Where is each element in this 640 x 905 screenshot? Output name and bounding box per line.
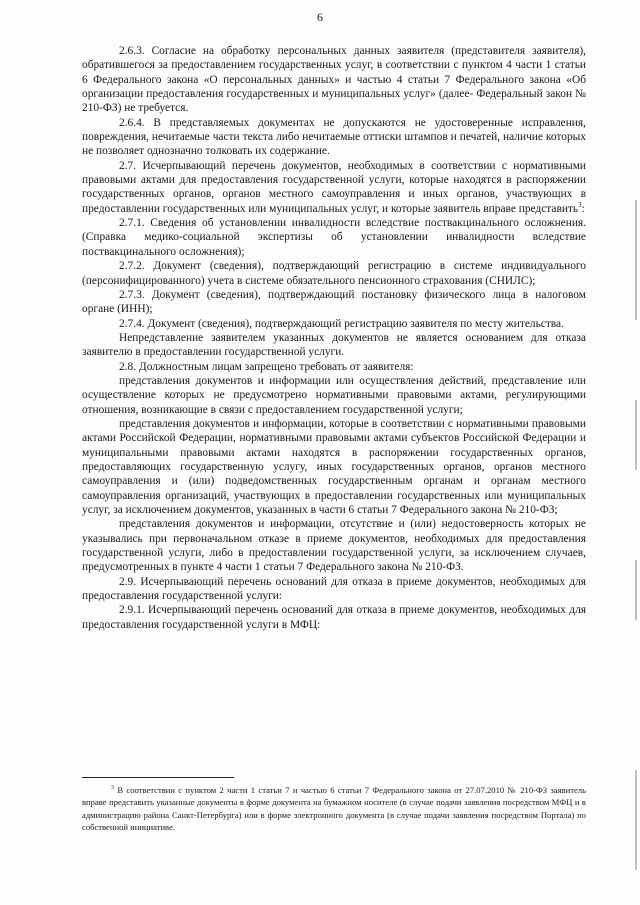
footnote-body: В соответствии с пунктом 2 части 1 статьи 7 и частью 6 статьи 7 Федерального закона от 27.07.2010 № 210-ФЗ заявитель вправе представить указанные документы в форме документа на бумажном носителе (в случае подачи заявления посредством МФЦ и в администрацию района Санкт-Петербурга) или в форме электронного документа (в случае подачи заявления посредством Портала) по собственной инициативе. [82, 785, 586, 833]
footnote [82, 784, 586, 834]
scan-edge-mark [635, 200, 637, 320]
paragraph-2-8: 2.8. Должностным лицам запрещено требовать от заявителя: [119, 360, 414, 373]
paragraph-2-9: 2.9. Исчерпывающий перечень оснований для отказа в приеме документов, необходимых для предоставления государственной услуги: [82, 575, 586, 603]
paragraph-non-submission: Непредставление заявителем указанных документов не является основанием для отказа заявителю в предоставлении государственной услуги. [82, 331, 586, 359]
page-number: 6 [317, 10, 323, 24]
paragraph-2-8-item-3: представления документов и информации, отсутствие и (или) недостоверность которых не указывались при первоначальном отказе в приеме документов, необходимых для предоставления государственной услуги, либо в предоставлении государственной услуги, за исключением случаев, предусмотренных в пункте 4 части 1 статьи 7 Федерального закона № 210-ФЗ. [82, 518, 586, 574]
paragraph-2-9-1: 2.9.1. Исчерпывающий перечень оснований для отказа в приеме документов, необходимых для предоставления государственной услуги в МФЦ: [82, 604, 586, 631]
body-text [82, 44, 586, 632]
scan-edge-mark [635, 560, 637, 620]
paragraph-2-7-1: 2.7.1. Сведения об установлении инвалидности вследствие поствакцинального осложнения. (Справка медико-социальной экспертизы об установлении инвалидности вследствие поствакцинального осложнения); [82, 217, 586, 258]
footnote-divider [82, 777, 234, 778]
paragraph-2-7-4: 2.7.4. Документ (сведения), подтверждающий регистрацию заявителя по месту жительства. [119, 317, 564, 330]
paragraph-2-7 [82, 159, 586, 216]
paragraph-2-6-3: 2.6.3. Согласие на обработку персональных данных заявителя (представителя заявителя), обратившегося за предоставлением государственных услуг, в соответствии с пунктом 4 части 1 статьи 6 Федерального закона «О персональных данных» и частью 4 статьи 7 Федерального закона «Об организации предоставления государственных и муниципальных услуг» (далее- Федеральный закон № 210-ФЗ) не требуется. [82, 45, 586, 115]
footnote-text-3 [82, 784, 586, 834]
scan-edge-mark [635, 400, 637, 470]
paragraph-2-8-item-1: представления документов и информации или осуществления действий, представление или осуществление которых не предусмотрено нормативными правовыми актами, регулирующими отношения, возникающие в связи с предоставлением государственной услуги; [82, 374, 586, 416]
paragraph-2-7-3: 2.7.3. Документ (сведения), подтверждающий постановку физического лица в налоговом органе (ИНН); [82, 288, 586, 316]
paragraph-2-7-text: 2.7. Исчерпывающий перечень документов, необходимых в соответствии с нормативными правовыми актами для предоставления государственной услуги, которые находятся в распоряжении государственных органов, органов местного самоуправления и иных органов, участвующих в предоставлении государственных или муниципальных услуг, и которые заявитель вправе представить [82, 159, 586, 215]
paragraph-2-8-item-2: представления документов и информации, которые в соответствии с нормативными правовыми актами Российской Федерации, нормативными правовыми актами субъектов Российской Федерации и муниципальными правовыми актами находятся в распоряжении государственных органов, предоставляющих государственную услугу, иных государственных органов, органов местного самоуправления и (или) подведомственных государственным органам и органам местного самоуправления организаций, участвующих в предоставлении государственных или муниципальных услуг, за исключением документов, указанных в части 6 статьи 7 Федерального закона № 210-ФЗ; [82, 417, 586, 516]
paragraph-2-6-4: 2.6.4. В представляемых документах не допускаются не удостоверенные исправления, повреждения, нечитаемые части текста либо нечитаемые оттиски штампов и печатей, наличие которых не позволяет однозначно толковать их содержание. [82, 116, 586, 158]
paragraph-2-7-2: 2.7.2. Документ (сведения), подтверждающий регистрацию в системе индивидуального (персонифицированного) учета в системе обязательного пенсионного страхования (СНИЛС); [82, 260, 586, 287]
scan-edge-mark [635, 770, 637, 870]
footnote-marker: 3 [111, 785, 114, 792]
paragraph-2-7-colon: : [581, 202, 585, 215]
footnote-reference[interactable]: 3 [578, 200, 582, 209]
